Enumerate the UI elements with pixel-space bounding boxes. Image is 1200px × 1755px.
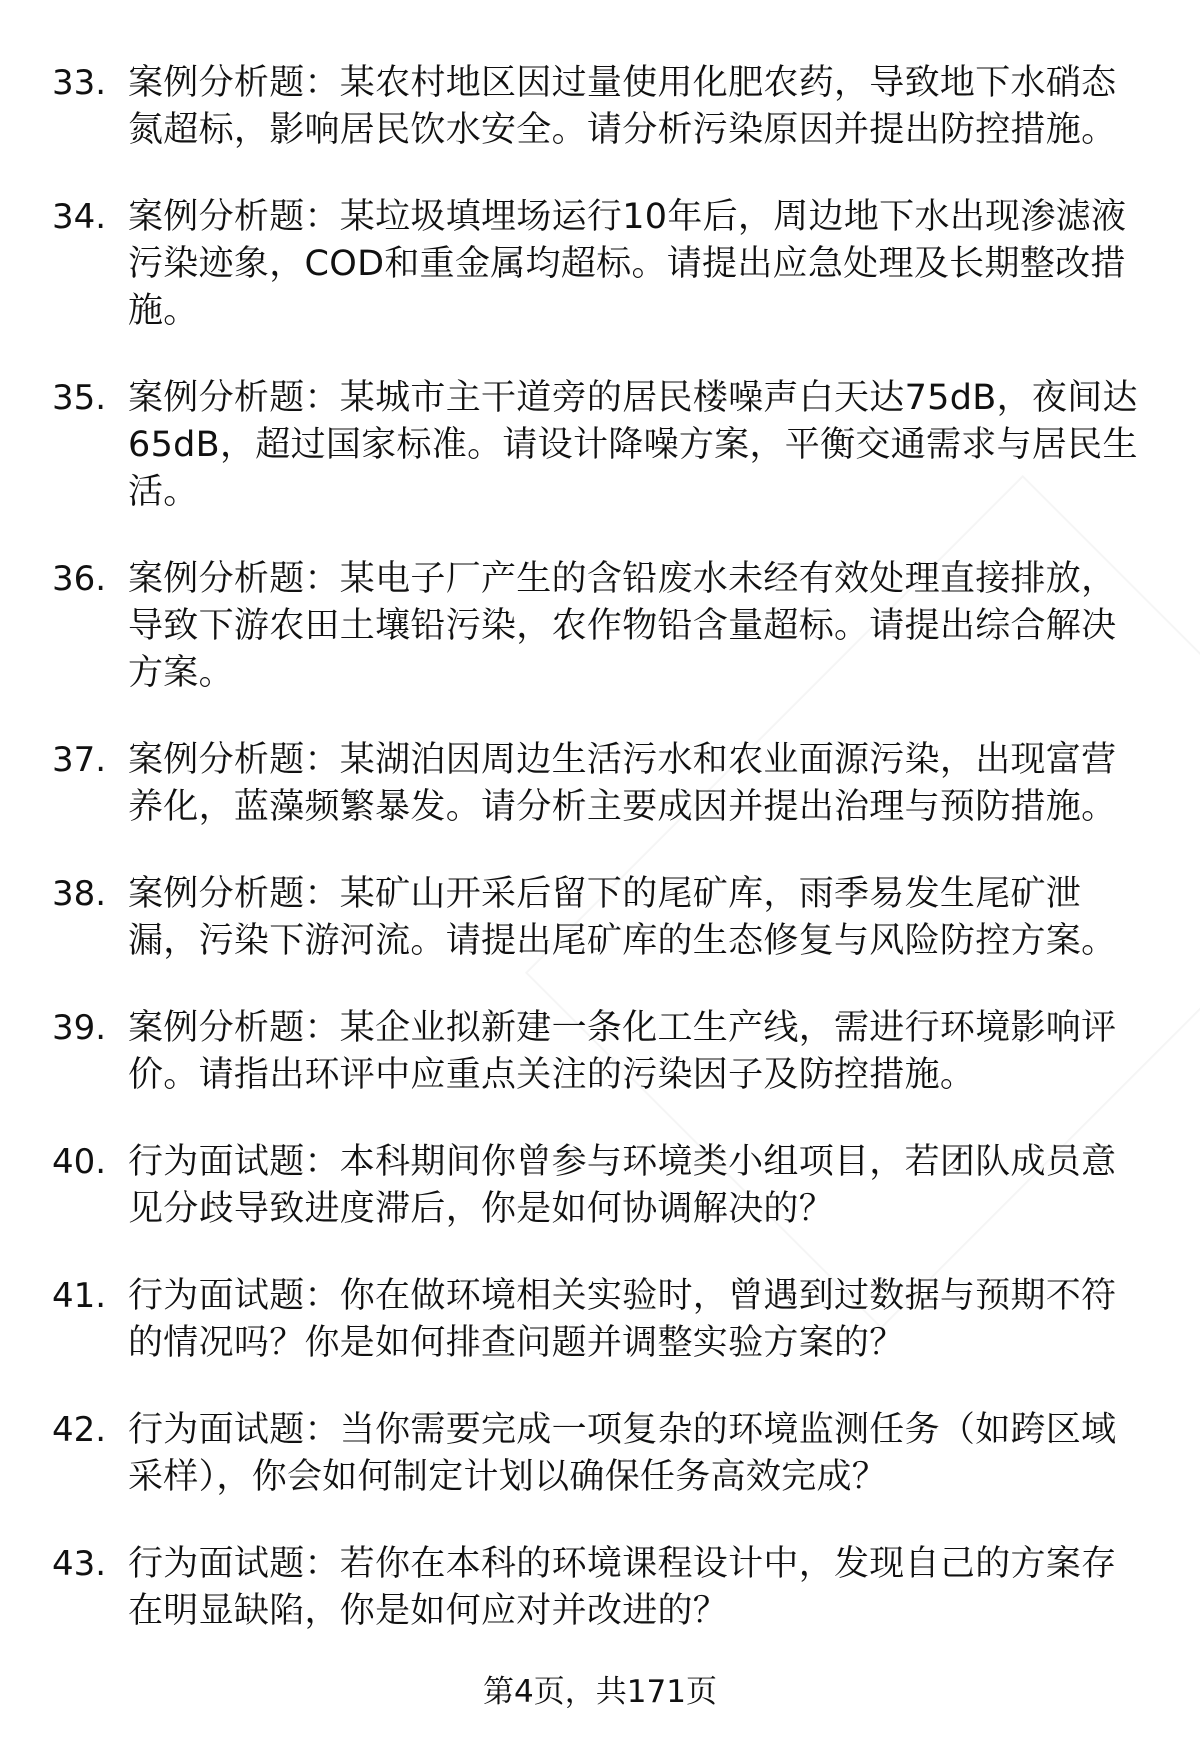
question-number: 39. bbox=[52, 1008, 107, 1048]
question-number: 43. bbox=[52, 1544, 107, 1584]
question-item bbox=[0, 194, 1200, 335]
question-text bbox=[128, 871, 1188, 965]
question-list bbox=[0, 60, 1200, 1675]
question-text-line: 65dB，超过国家标准。请设计降噪方案，平衡交通需求与居民生 bbox=[128, 425, 1138, 465]
question-text-line: 案例分析题：某农村地区因过量使用化肥农药，导致地下水硝态 bbox=[128, 63, 1117, 103]
question-item bbox=[0, 1139, 1200, 1233]
question-text-line: 案例分析题：某电子厂产生的含铅废水未经有效处理直接排放， bbox=[128, 559, 1117, 599]
question-text bbox=[128, 556, 1188, 697]
question-text-line: 养化，蓝藻频繁暴发。请分析主要成因并提出治理与预防措施。 bbox=[128, 787, 1117, 827]
question-text-line: 案例分析题：某企业拟新建一条化工生产线，需进行环境影响评 bbox=[128, 1008, 1117, 1048]
question-text bbox=[128, 1273, 1188, 1367]
question-number: 42. bbox=[52, 1410, 107, 1450]
question-text bbox=[128, 737, 1188, 831]
question-text-line: 方案。 bbox=[128, 653, 234, 693]
question-text-line: 采样），你会如何制定计划以确保任务高效完成？ bbox=[128, 1457, 888, 1497]
question-number: 35. bbox=[52, 378, 107, 418]
question-text-line: 见分歧导致进度滞后，你是如何协调解决的？ bbox=[128, 1189, 835, 1229]
question-number: 34. bbox=[52, 197, 107, 237]
question-text-line: 氮超标，影响居民饮水安全。请分析污染原因并提出防控措施。 bbox=[128, 110, 1117, 150]
question-text-line: 案例分析题：某城市主干道旁的居民楼噪声白天达75dB，夜间达 bbox=[128, 378, 1138, 418]
question-text-line: 行为面试题：本科期间你曾参与环境类小组项目，若团队成员意 bbox=[128, 1142, 1117, 1182]
question-text bbox=[128, 1407, 1188, 1501]
question-item bbox=[0, 1407, 1200, 1501]
question-text bbox=[128, 60, 1188, 154]
page-number: 第4页，共171页 bbox=[483, 1674, 717, 1710]
question-text-line: 活。 bbox=[128, 472, 199, 512]
question-text-line: 在明显缺陷，你是如何应对并改进的？ bbox=[128, 1591, 729, 1631]
question-text-line: 施。 bbox=[128, 291, 199, 331]
question-text-line: 漏，污染下游河流。请提出尾矿库的生态修复与风险防控方案。 bbox=[128, 921, 1117, 961]
question-text-line: 案例分析题：某矿山开采后留下的尾矿库，雨季易发生尾矿泄 bbox=[128, 874, 1082, 914]
question-number: 38. bbox=[52, 874, 107, 914]
question-item bbox=[0, 375, 1200, 516]
question-text-line: 导致下游农田土壤铅污染，农作物铅含量超标。请提出综合解决 bbox=[128, 606, 1117, 646]
question-text-line: 案例分析题：某垃圾填埋场运行10年后，周边地下水出现渗滤液 bbox=[128, 197, 1127, 237]
question-item bbox=[0, 1273, 1200, 1367]
question-text-line: 行为面试题：你在做环境相关实验时，曾遇到过数据与预期不符 bbox=[128, 1276, 1117, 1316]
question-text bbox=[128, 1139, 1188, 1233]
question-text-line: 案例分析题：某湖泊因周边生活污水和农业面源污染，出现富营 bbox=[128, 740, 1117, 780]
question-number: 36. bbox=[52, 559, 107, 599]
question-text bbox=[128, 375, 1188, 516]
question-number: 41. bbox=[52, 1276, 107, 1316]
question-text-line: 行为面试题：当你需要完成一项复杂的环境监测任务（如跨区域 bbox=[128, 1410, 1117, 1450]
question-text-line: 价。请指出环评中应重点关注的污染因子及防控措施。 bbox=[128, 1055, 976, 1095]
question-text-line: 污染迹象，COD和重金属均超标。请提出应急处理及长期整改措 bbox=[128, 244, 1126, 284]
question-text-line: 的情况吗？你是如何排查问题并调整实验方案的？ bbox=[128, 1323, 905, 1363]
question-number: 40. bbox=[52, 1142, 107, 1182]
question-number: 33. bbox=[52, 63, 107, 103]
question-text bbox=[128, 1541, 1188, 1635]
question-item bbox=[0, 1005, 1200, 1099]
question-item bbox=[0, 60, 1200, 154]
question-text bbox=[128, 194, 1188, 335]
question-item bbox=[0, 556, 1200, 697]
question-text-line: 行为面试题：若你在本科的环境课程设计中，发现自己的方案存 bbox=[128, 1544, 1117, 1584]
question-item bbox=[0, 737, 1200, 831]
question-text bbox=[128, 1005, 1188, 1099]
question-item bbox=[0, 871, 1200, 965]
question-number: 37. bbox=[52, 740, 107, 780]
question-item bbox=[0, 1541, 1200, 1635]
